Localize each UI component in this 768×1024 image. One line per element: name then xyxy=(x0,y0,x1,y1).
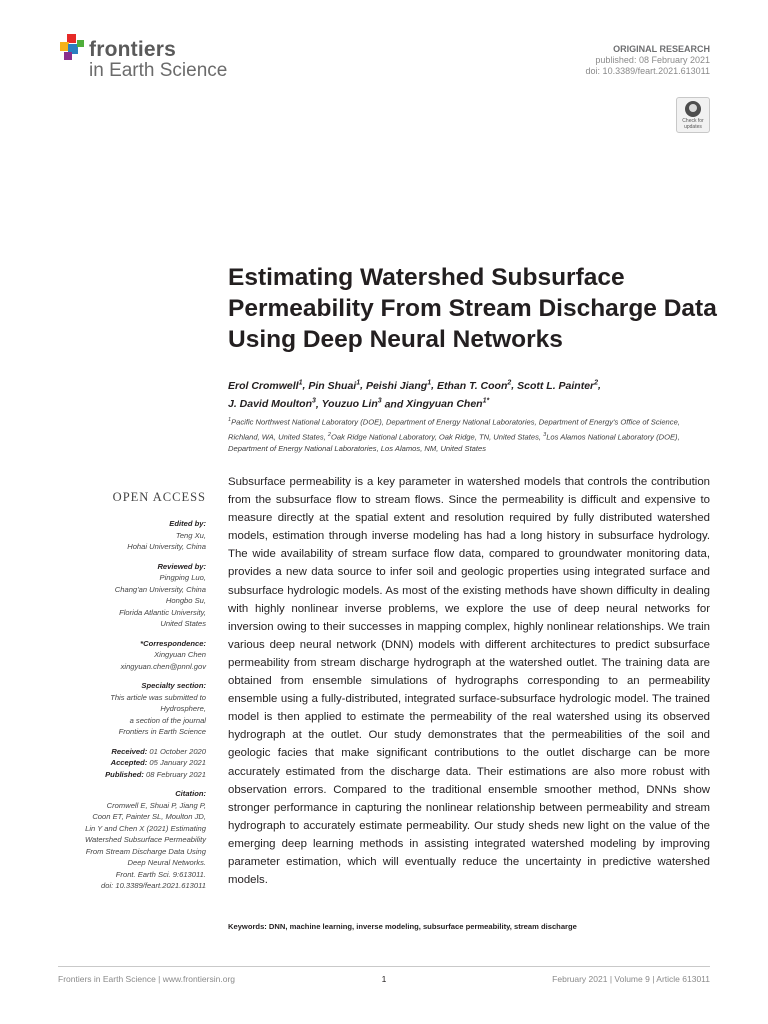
author[interactable]: Ethan T. Coon$^2$ xyxy=(436,379,512,392)
logo-wordmark: frontiers xyxy=(89,38,176,61)
author[interactable]: Peishi Jiang$^1$ xyxy=(365,379,432,392)
article-dates: Received: 01 October 2020 Accepted: 05 January 2021 Published: 08 February 2021 xyxy=(105,746,206,779)
article-type: ORIGINAL RESEARCH xyxy=(613,44,710,54)
check-updates-label: Check for updates xyxy=(682,118,704,130)
citation-doi[interactable]: doi: 10.3389/feart.2021.613011 xyxy=(101,881,206,890)
specialty-section: Specialty section: This article was submitted to Hydrosphere, a section of the journal Frontiers in Earth Science xyxy=(110,681,206,736)
footer-journal[interactable]: Frontiers in Earth Science | www.frontiersin.org xyxy=(58,974,235,984)
check-for-updates-badge[interactable] xyxy=(676,97,710,133)
affiliation: Los Alamos National Laboratory (DOE), Department of Energy National Laboratories, Los Alamos, NM, United States xyxy=(228,432,680,454)
journal-name: in Earth Science xyxy=(89,60,228,81)
article-title: Estimating Watershed Subsurface Permeability From Stream Discharge Data Using Deep Neural Networks xyxy=(228,264,717,353)
footer-issue: February 2021 | Volume 9 | Article 613011 xyxy=(552,974,710,984)
article-sidebar xyxy=(0,518,206,900)
author-list: Erol Cromwell$^1$, Pin Shuai$^1$, Peishi Jiang$^1$, Ethan T. Coon$^2$, Scott L. Painter$^2$, J. David Moulton$^3$, Youzuo Lin$^3$ and Xingyuan Chen$^{1*}$ xyxy=(228,379,601,410)
frontiers-logo-icon xyxy=(58,34,88,64)
abstract: Subsurface permeability is a key parameter in watershed models that controls the contribution from the subsurface flow to stream flows. Since the permeability is difficult and expensive to measure directly at the spatial extent and resolution required by fully distributed watershed models, estimation through inverse modeling has had a long history in subsurface hydrology. The wide availability of stream surface flow data, compared to groundwater monitoring data, provides a new data source to infer soil and geologic properties using integrated surface and subsurface hydrologic models. As most of the existing methods have shown difficulty in dealing with highly nonlinear inverse problems, we explore the use of deep neural networks for inversion owing to their successes in mapping complex, highly nonlinear relationships. We train various deep neural network (DNN) models with different architectures to predict subsurface permeability from stream discharge hydrograph at the watershed outlet. The training data are obtained from ensemble simulations of hydrographs corresponding to an permeability ensemble using a fully-distributed, integrated surface-subsurface hydrologic model. The trained model is then applied to estimate the permeability of the real watershed using its observed hydrograph at the outlet. Our study demonstrates that the permeabilities of the soil and geologic facies that make significant contributions to the outlet discharge can be more accurately estimated from the discharge data. Their estimations are also more robust with observation errors. Compared to the traditional ensemble smoother method, DNNs show stronger performance in capturing the nonlinear relationship between permeability and stream hydrograph to accurately estimate permeability. Our study sheds new light on the value of the emerging deep learning methods in assisting integrated watershed modeling by improving parameter estimation, which will eventually reduce the uncertainty in predictive watershed models. xyxy=(228,476,710,887)
author[interactable]: Youzuo Lin$^3$ xyxy=(321,397,382,410)
published-date: published: 08 February 2021 xyxy=(595,55,710,65)
author[interactable]: Pin Shuai$^1$ xyxy=(308,379,361,392)
author[interactable]: J. David Moulton$^3$ xyxy=(228,397,316,410)
citation: Citation: Cromwell E, Shuai P, Jiang P, Coon ET, Painter SL, Moulton JD, Lin Y and Chen X (2021) Estimating Watershed Subsurface Permeability From Stream Discharge Data Using Deep Neural Networks. Front. Earth Sci. 9:613011. doi: 10.3389/feart.2021.613011 xyxy=(0,788,206,892)
author[interactable]: Xingyuan Chen$^{1*}$ xyxy=(406,397,490,410)
author[interactable]: Erol Cromwell$^1$ xyxy=(228,379,303,392)
affiliation: Oak Ridge National Laboratory, Oak Ridge, TN, United States, xyxy=(330,432,544,442)
affiliation: Pacific Northwest National Laboratory (DOE), Department of Energy National Laboratories, Department of Energy's Office of Science, Richland, WA, United States, xyxy=(228,417,680,442)
keywords: Keywords: DNN, machine learning, inverse modeling, subsurface permeability, stream discharge xyxy=(228,922,577,931)
author[interactable]: Scott L. Painter$^2$ xyxy=(517,379,599,392)
correspondence-email[interactable]: xingyuan.chen@pnnl.gov xyxy=(120,661,206,671)
article-doi[interactable]: doi: 10.3389/feart.2021.613011 xyxy=(585,66,710,76)
update-icon xyxy=(685,101,701,117)
correspondence: *Correspondence: Xingyuan Chen xingyuan.chen@pnnl.gov xyxy=(0,638,206,673)
page-number: 1 xyxy=(381,974,387,984)
affiliations: $^1$Pacific Northwest National Laboratory (DOE), Department of Energy National Laboratories, Department of Energy's Office of Science, Richland, WA, United States, $^2$Oak Ridge National Laboratory, Oak Ridge, TN, United States, $^3$Los Alamos National Laboratory (DOE), Department of Energy National Laboratories, Los Alamos, NM, United States xyxy=(228,417,680,454)
edited-by: Edited by: Teng Xu, Hohai University, China xyxy=(127,519,206,551)
reviewed-by: Reviewed by: Pingping Luo, Chang'an University, China Hongbo Su, Florida Atlantic University, United States xyxy=(114,561,206,628)
journal-logo xyxy=(58,34,238,84)
footer-divider xyxy=(58,966,710,967)
open-access-label: OPEN ACCESS xyxy=(112,490,206,504)
article-meta xyxy=(586,44,710,77)
